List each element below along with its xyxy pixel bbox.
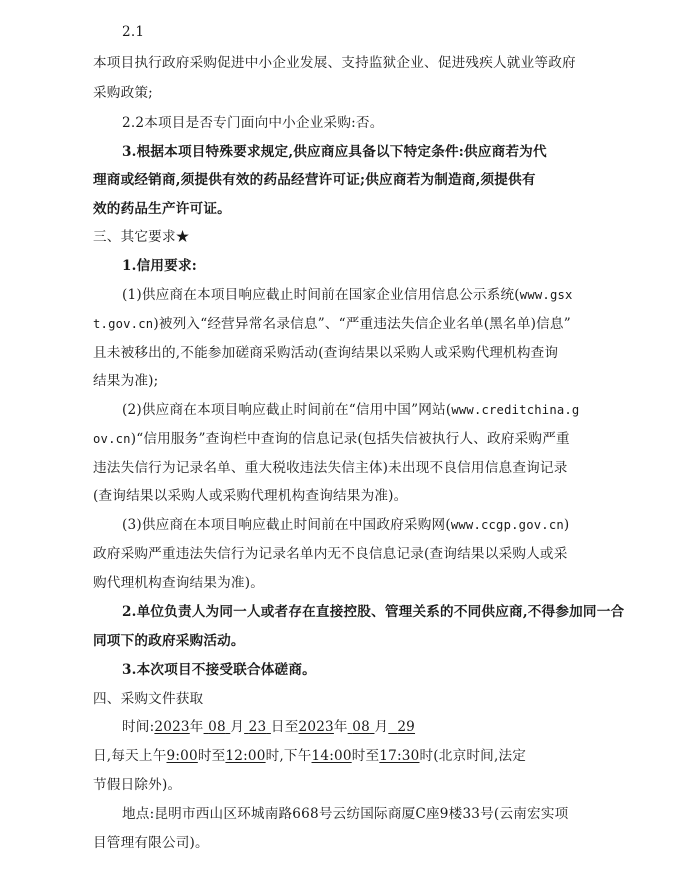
text-span: ) — [563, 517, 570, 533]
text-line: 2.2本项目是否专门面向中小企业采购:否。 — [122, 115, 384, 131]
text-span: (3)供应商在本项目响应截止时间前在中国政府采购网( — [122, 517, 451, 533]
end-day: 29 — [397, 719, 416, 735]
text-span: 年 — [189, 719, 204, 735]
text-line: (查询结果以采购人或采购代理机构查询结果为准)。 — [93, 488, 408, 504]
text-line: 购代理机构查询结果为准)。 — [93, 575, 265, 591]
text-line: 且未被移出的,不能参加磋商采购活动(查询结果以采购人或采购代理机构查询 — [93, 345, 559, 361]
text-span: (2)供应商在本项目响应截止时间前在“信用中国”网站( — [122, 402, 452, 418]
text-line: 2.单位负责人为同一人或者存在直接控股、管理关系的不同供应商,不得参加同一合 — [122, 604, 625, 620]
text-span: )被列入“经营异常名录信息”、“严重违法失信企业名单(黑名单)信息” — [153, 316, 571, 332]
text-line: 目管理有限公司)。 — [93, 835, 209, 851]
url-text: www.creditchina.g — [451, 403, 580, 417]
text-span: 时(北京时间,法定 — [419, 748, 527, 764]
text-line: 同项下的政府采购活动。 — [93, 633, 245, 649]
text-span: 年 — [333, 719, 348, 735]
start-year: 2023 — [154, 719, 190, 735]
afternoon-end: 17:30 — [379, 748, 420, 764]
time-line — [122, 718, 415, 736]
text-line: 2.1 — [122, 24, 145, 40]
start-day: 23 — [248, 719, 267, 735]
text-span: 日至 — [270, 719, 299, 735]
text-span: (1)供应商在本项目响应截止时间前在国家企业信用信息公示系统( — [122, 287, 520, 303]
text-line: 理商或经销商,须提供有效的药品经营许可证;供应商若为制造商,须提供有 — [93, 172, 536, 188]
section-heading: 四、采购文件获取 — [93, 691, 204, 707]
morning-start: 9:00 — [166, 748, 198, 764]
hours-line — [93, 747, 526, 765]
url-text: ov.cn — [93, 432, 131, 446]
text-line: 3.根据本项目特殊要求规定,供应商应具备以下特定条件:供应商若为代 — [122, 144, 547, 160]
text-line — [93, 430, 570, 448]
url-text: www.ccgp.gov.cn — [450, 518, 564, 532]
text-span: 日,每天上午 — [93, 748, 167, 764]
text-span: 时,下午 — [265, 748, 312, 764]
end-month: 08 — [352, 719, 370, 735]
text-line — [122, 286, 573, 304]
text-span: 时至 — [197, 748, 226, 764]
section-heading: 三、其它要求★ — [93, 229, 190, 245]
text-span: 月 — [374, 719, 389, 735]
location-line: 地点:昆明市西山区环城南路668号云纺国际商厦C座9楼33号(云南宏实项 — [122, 806, 569, 822]
url-text: t.gov.cn — [93, 317, 154, 331]
start-month: 08 — [208, 719, 226, 735]
text-span: )“信用服务”查询栏中查询的信息记录(包括失信被执行人、政府采购严重 — [130, 431, 570, 447]
text-span: 月 — [230, 719, 245, 735]
subsection-heading: 1.信用要求: — [122, 258, 197, 274]
text-span: 时至 — [351, 748, 380, 764]
text-line: 结果为准); — [93, 373, 159, 389]
text-line: 本项目执行政府采购促进中小企业发展、支持监狱企业、促进残疾人就业等政府 — [93, 55, 576, 71]
text-line: 违法失信行为记录名单、重大税收违法失信主体)未出现不良信用信息查询记录 — [93, 460, 568, 476]
url-text: www.gsx — [519, 288, 573, 302]
text-line — [93, 315, 571, 333]
text-line — [122, 401, 579, 419]
text-line: 政府采购严重违法失信行为记录名单内无不良信息记录(查询结果以采购人或采 — [93, 546, 568, 562]
text-line: 采购政策; — [93, 85, 153, 101]
text-line: 节假日除外)。 — [93, 777, 182, 793]
text-line: 3.本次项目不接受联合体磋商。 — [122, 662, 316, 678]
end-year: 2023 — [298, 719, 334, 735]
morning-end: 12:00 — [225, 748, 266, 764]
text-line — [122, 516, 569, 534]
time-label: 时间: — [122, 719, 155, 735]
afternoon-start: 14:00 — [311, 748, 352, 764]
text-line: 效的药品生产许可证。 — [93, 201, 231, 217]
